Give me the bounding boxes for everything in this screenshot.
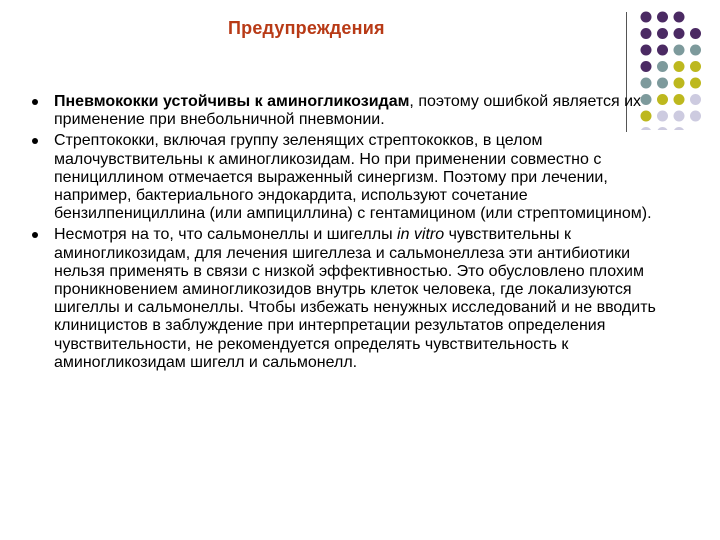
bullet-list [30, 93, 680, 375]
bullet-2-text: Стрептококки, включая группу зеленящих стрептококков, в целом малочувствительны к аминогликозидам. Но при применении совместно с пенициллином отмечается выраженный синергизм. Поэтому при лечении, например, бактериального эндокардита, используют сочетание бензилпенициллина (или ампициллина) с гентамицином (или стрептомицином). [54, 132, 652, 223]
bullet-3-italic: in vitro [397, 226, 445, 244]
decorative-dot [690, 45, 701, 56]
decorative-dot [674, 45, 685, 56]
bullet-1-text: , поэтому ошибкой является их применение при внебольничной пневмонии. [54, 93, 642, 129]
bullet-item-2 [30, 132, 680, 223]
bullet-icon [32, 99, 38, 105]
bullet-icon [32, 232, 38, 238]
decorative-dot [657, 12, 668, 23]
decorative-dot [657, 45, 668, 56]
decorative-dot [641, 12, 652, 23]
decorative-dot [690, 111, 701, 122]
decorative-dot [657, 78, 668, 89]
decorative-dot [674, 28, 685, 39]
decorative-dot [641, 78, 652, 89]
decorative-dot [657, 61, 668, 72]
decorative-dot [641, 28, 652, 39]
bullet-3-text-before: Несмотря на то, что сальмонеллы и шигеллы [54, 226, 398, 244]
decorative-dot [674, 12, 685, 23]
bullet-item-1 [30, 93, 680, 129]
decorative-dot [641, 45, 652, 56]
bullet-icon [32, 138, 38, 144]
decorative-dot [674, 78, 685, 89]
bullet-item-3 [30, 226, 680, 372]
slide-title: Предупреждения [228, 18, 385, 38]
decorative-dot [690, 61, 701, 72]
decorative-dot [690, 28, 701, 39]
bullet-3-text-after: чувствительны к аминогликозидам, для лечения шигеллеза и сальмонеллеза эти антибиотики нельзя применять в связи с низкой эффективностью. Это обусловлено плохим проникновением аминогликозидов внутрь клеток человека, где локализуются шигеллы и сальмонеллы. Чтобы избежать ненужных исследований и не вводить клиницистов в заблуждение при интерпретации результатов определения чувствительности, не рекомендуется определять чувствительность к аминогликозидам шигелл и сальмонелл. [54, 226, 656, 371]
decorative-dot [641, 61, 652, 72]
decorative-dot [657, 28, 668, 39]
decorative-dot [674, 61, 685, 72]
bullet-1-bold: Пневмококки устойчивы к аминогликозидам [54, 93, 410, 110]
decorative-dot [690, 94, 701, 105]
decorative-dot [690, 78, 701, 89]
